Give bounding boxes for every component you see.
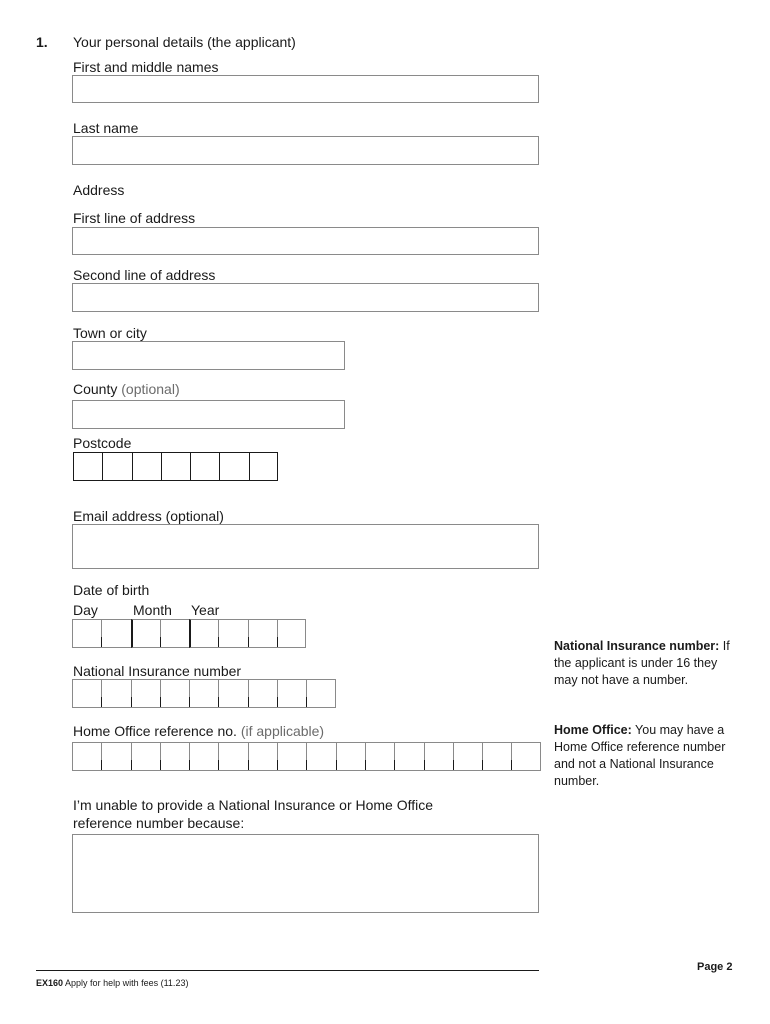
dob-input[interactable]: [72, 619, 306, 648]
dob-box[interactable]: [277, 619, 306, 648]
ni-number-input[interactable]: [72, 679, 336, 708]
dob-box[interactable]: [131, 619, 160, 648]
ho-box[interactable]: [453, 742, 482, 771]
ni-box[interactable]: [72, 679, 101, 708]
ni-note-text: If the applicant is under 16 they may not have a number.: [554, 639, 730, 687]
ho-box[interactable]: [306, 742, 335, 771]
ni-box[interactable]: [306, 679, 335, 708]
ni-box[interactable]: [101, 679, 130, 708]
postcode-box[interactable]: [219, 452, 248, 481]
county-optional-text: (optional): [121, 381, 180, 397]
ho-box[interactable]: [277, 742, 306, 771]
ho-note-title: Home Office:: [554, 723, 632, 737]
ni-box[interactable]: [160, 679, 189, 708]
ho-box[interactable]: [336, 742, 365, 771]
email-input[interactable]: [72, 524, 539, 569]
footer-divider: [36, 970, 539, 971]
dob-box[interactable]: [218, 619, 247, 648]
dob-box[interactable]: [72, 619, 101, 648]
email-label: Email address (optional): [73, 508, 224, 524]
postcode-box[interactable]: [161, 452, 190, 481]
dob-year-label: Year: [191, 602, 220, 618]
ho-box[interactable]: [424, 742, 453, 771]
postcode-box[interactable]: [132, 452, 161, 481]
address-line2-label: Second line of address: [73, 267, 216, 283]
home-office-optional-text: (if applicable): [240, 723, 325, 739]
last-name-input[interactable]: [72, 136, 539, 165]
ho-box[interactable]: [218, 742, 247, 771]
footer-text: [36, 978, 188, 988]
ni-box[interactable]: [218, 679, 247, 708]
dob-box[interactable]: [189, 619, 218, 648]
ni-box[interactable]: [248, 679, 277, 708]
section-number: 1.: [36, 34, 48, 50]
postcode-box[interactable]: [249, 452, 278, 481]
form-code: EX160: [36, 978, 64, 988]
ho-box[interactable]: [511, 742, 540, 771]
ho-box[interactable]: [131, 742, 160, 771]
ho-box[interactable]: [248, 742, 277, 771]
address-heading: Address: [73, 182, 125, 198]
section-title: Your personal details (the applicant): [73, 34, 296, 50]
ho-box[interactable]: [72, 742, 101, 771]
postcode-input[interactable]: [73, 452, 278, 481]
home-office-input[interactable]: [72, 742, 541, 771]
dob-day-label: Day: [73, 602, 98, 618]
ho-box[interactable]: [160, 742, 189, 771]
ni-box[interactable]: [277, 679, 306, 708]
ni-note-title: National Insurance number:: [554, 639, 720, 653]
home-office-label: [73, 722, 324, 740]
ho-note-text: You may have a Home Office reference number and not a National Insurance number.: [554, 723, 726, 788]
unable-label-line1: I’m unable to provide a National Insurance or Home Office: [73, 797, 434, 813]
ni-note: [554, 638, 739, 689]
dob-month-label: Month: [133, 602, 172, 618]
dob-label: Date of birth: [73, 582, 150, 598]
first-middle-names-label: First and middle names: [73, 59, 219, 75]
home-office-label-text: Home Office reference no.: [73, 723, 237, 739]
ni-box[interactable]: [189, 679, 218, 708]
ni-number-label: National Insurance number: [73, 663, 242, 679]
dob-box[interactable]: [160, 619, 189, 648]
ni-box[interactable]: [131, 679, 160, 708]
ho-note: [554, 722, 739, 790]
page-number: Page 2: [697, 961, 733, 973]
ho-box[interactable]: [482, 742, 511, 771]
form-description: Apply for help with fees (11.23): [65, 978, 189, 988]
county-label: [73, 380, 180, 398]
dob-box[interactable]: [248, 619, 277, 648]
address-line2-input[interactable]: [72, 283, 539, 312]
ho-box[interactable]: [365, 742, 394, 771]
ho-box[interactable]: [189, 742, 218, 771]
town-label: Town or city: [73, 325, 147, 341]
postcode-label: Postcode: [73, 435, 132, 451]
county-input[interactable]: [72, 400, 345, 429]
address-line1-input[interactable]: [72, 227, 539, 255]
first-middle-names-input[interactable]: [72, 75, 539, 103]
postcode-box[interactable]: [190, 452, 219, 481]
postcode-box[interactable]: [73, 452, 102, 481]
unable-label-line2: reference number because:: [73, 815, 245, 831]
dob-box[interactable]: [101, 619, 130, 648]
unable-reason-input[interactable]: [72, 834, 539, 913]
address-line1-label: First line of address: [73, 210, 196, 226]
ho-box[interactable]: [101, 742, 130, 771]
county-label-text: County: [73, 381, 118, 397]
last-name-label: Last name: [73, 120, 139, 136]
town-input[interactable]: [72, 341, 345, 370]
postcode-box[interactable]: [102, 452, 131, 481]
ho-box[interactable]: [394, 742, 423, 771]
